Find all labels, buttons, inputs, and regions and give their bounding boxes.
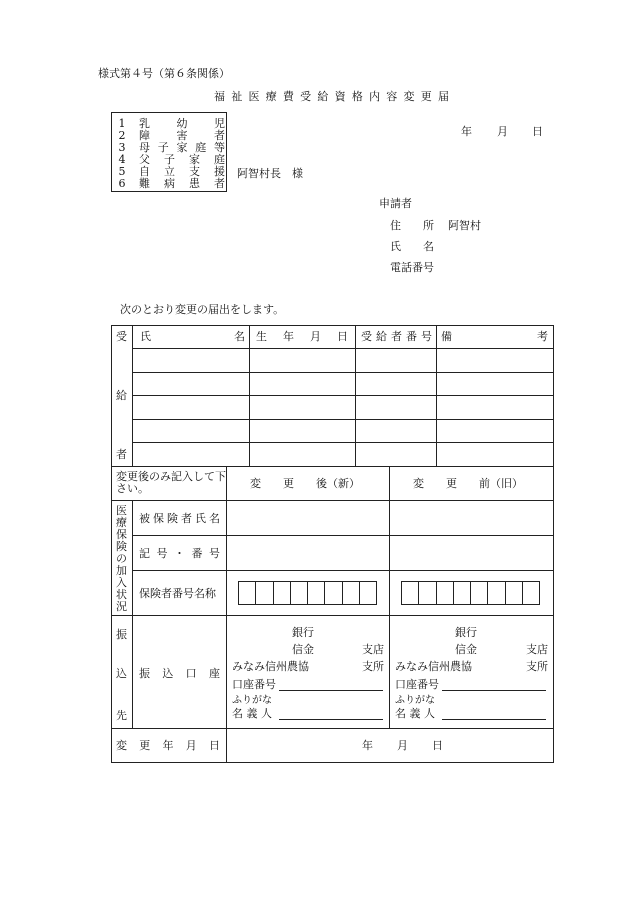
grid-line xyxy=(111,728,554,729)
date-day-label: 日 xyxy=(532,125,543,138)
name-label: 氏 名 xyxy=(390,240,434,253)
ja-label: みなみ信州農協 xyxy=(232,660,309,673)
symbol-number-label: 記号・番号 xyxy=(139,547,220,560)
grid-line xyxy=(132,442,553,443)
insured-name-label: 被保険者氏名 xyxy=(139,512,220,525)
col-header-birth: 生年月日 xyxy=(256,330,348,343)
form-number: 様式第４号（第６条関係） xyxy=(98,67,230,80)
main-table xyxy=(111,325,554,763)
transfer-side-label: 込 xyxy=(116,667,127,680)
col-header-remarks: 備 xyxy=(441,330,452,343)
account-number-field[interactable] xyxy=(279,690,383,691)
transfer-account-label: 振込口座 xyxy=(139,667,220,680)
intro-text: 次のとおり変更の届出をします。 xyxy=(120,303,285,316)
phone-label: 電話番号 xyxy=(390,261,434,274)
grid-line xyxy=(132,395,553,396)
grid-line xyxy=(389,466,390,728)
category-item: 2 障害者 xyxy=(118,129,225,142)
branch-store-label: 支店 xyxy=(526,643,548,656)
furigana-label: ふりがな xyxy=(232,695,272,706)
category-item: 1 乳幼児 xyxy=(118,117,225,130)
holder-field[interactable] xyxy=(279,719,383,720)
date-month-label: 月 xyxy=(497,125,508,138)
insurer-label: 保険者番号名称 xyxy=(139,587,216,600)
holder-field[interactable] xyxy=(442,719,546,720)
furigana-label: ふりがな xyxy=(395,695,435,706)
col-header-name: 名 xyxy=(234,330,245,343)
branch-store-label: 支店 xyxy=(362,643,384,656)
bank-label: 銀行 xyxy=(455,626,477,639)
change-date-label: 変更年月日 xyxy=(116,739,220,752)
ja-label: みなみ信州農協 xyxy=(395,660,472,673)
recipient-side-label: 受 xyxy=(116,330,127,343)
holder-label: 名 義 人 xyxy=(232,707,272,720)
col-header-name: 氏 xyxy=(140,330,151,343)
account-number-label: 口座番号 xyxy=(395,678,439,691)
account-number-label: 口座番号 xyxy=(232,678,276,691)
change-note: 変更後のみ記入して下さい。 xyxy=(116,470,226,495)
grid-line xyxy=(132,372,553,373)
applicant-heading: 申請者 xyxy=(379,197,412,210)
insurance-side-label: 医 療 保 険 の 加 入 状 況 xyxy=(116,504,127,613)
recipient-side-label: 者 xyxy=(116,448,127,461)
category-item: 6 難病患者 xyxy=(118,177,225,190)
col-header-remarks: 考 xyxy=(537,330,548,343)
category-item: 5 自立支援 xyxy=(118,165,225,178)
before-header: 変 更 前（旧） xyxy=(413,477,523,490)
branch-office-label: 支所 xyxy=(526,660,548,673)
change-date-year: 年 xyxy=(362,739,373,752)
address-value: 阿智村 xyxy=(448,219,481,232)
insurer-number-boxes-before[interactable] xyxy=(401,581,540,605)
category-item: 4 父子家庭 xyxy=(118,153,225,166)
grid-line xyxy=(132,419,553,420)
bank-label: 銀行 xyxy=(292,626,314,639)
branch-office-label: 支所 xyxy=(362,660,384,673)
grid-line xyxy=(111,615,554,616)
transfer-side-label: 先 xyxy=(116,709,127,722)
change-date-month: 月 xyxy=(397,739,408,752)
category-list xyxy=(111,112,227,192)
form-title: 福祉医療費受給資格内容変更届 xyxy=(214,90,449,103)
grid-line xyxy=(132,348,553,349)
grid-line xyxy=(132,535,553,536)
holder-label: 名 義 人 xyxy=(395,707,435,720)
col-header-number: 受給者番号 xyxy=(361,330,432,343)
after-header: 変 更 後（新） xyxy=(250,477,360,490)
grid-line xyxy=(111,466,554,467)
insurer-number-boxes-after[interactable] xyxy=(238,581,377,605)
grid-line xyxy=(132,570,553,571)
recipient-side-label: 給 xyxy=(116,389,127,402)
change-date-day: 日 xyxy=(432,739,443,752)
date-year-label: 年 xyxy=(461,125,472,138)
address-label: 住 所 xyxy=(390,219,434,232)
account-number-field[interactable] xyxy=(442,690,546,691)
shinkin-label: 信金 xyxy=(455,643,477,656)
addressee: 阿智村長 様 xyxy=(237,167,303,180)
category-item: 3 母子家庭等 xyxy=(118,141,225,154)
transfer-side-label: 振 xyxy=(116,628,127,641)
grid-line xyxy=(111,500,554,501)
shinkin-label: 信金 xyxy=(292,643,314,656)
